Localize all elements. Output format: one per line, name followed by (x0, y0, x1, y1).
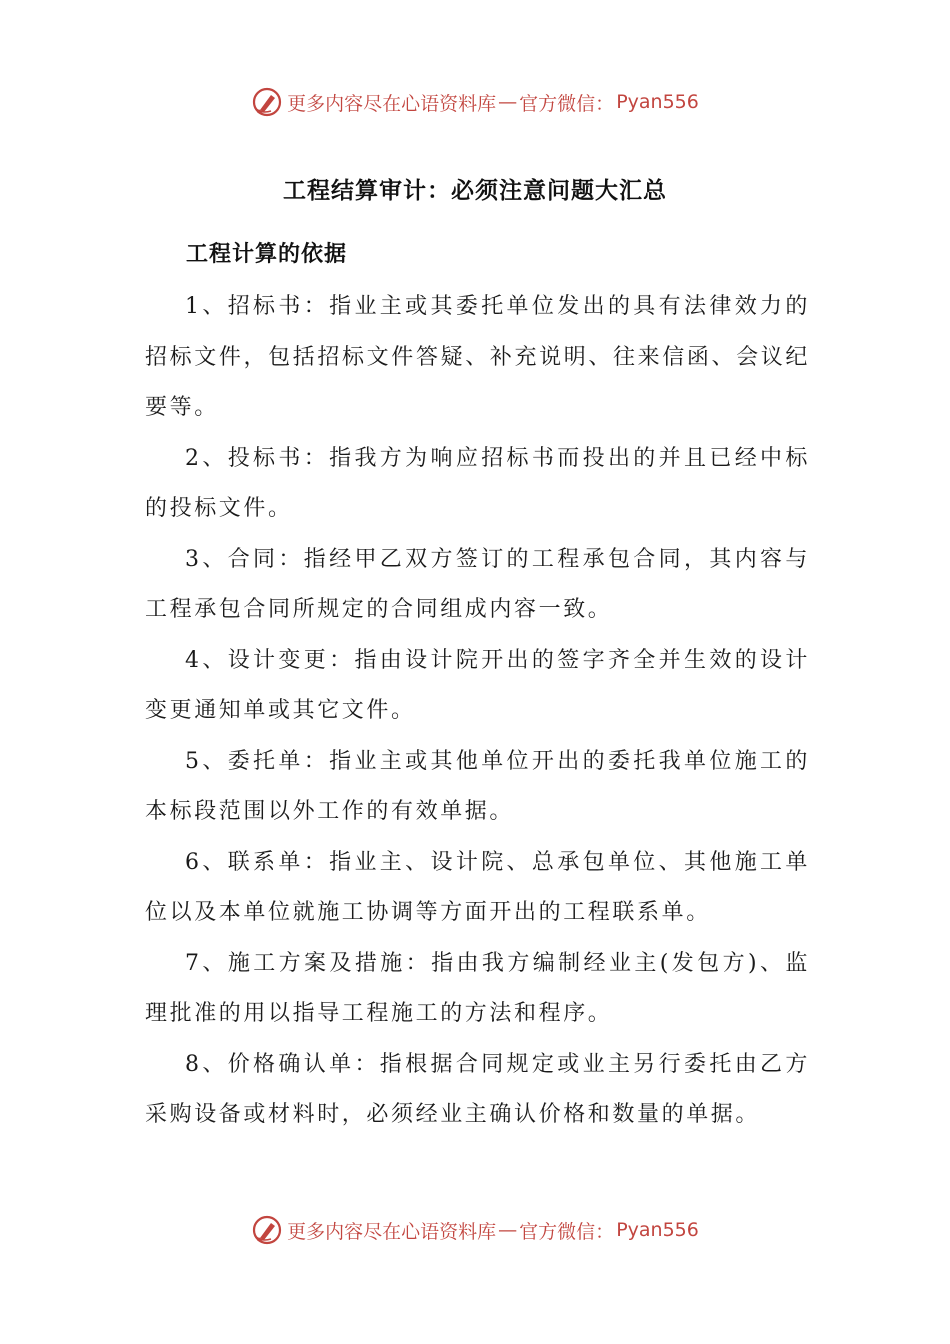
banner-separator: — (498, 91, 518, 113)
banner-separator: — (498, 1219, 518, 1241)
list-item: 2、投标书：指我方为响应招标书而投出的并且已经中标的投标文件。 (145, 445, 810, 521)
list-item: 6、联系单：指业主、设计院、总承包单位、其他施工单位以及本单位就施工协调等方面开出的工程联系单。 (145, 849, 810, 925)
section-heading: 工程计算的依据 (186, 242, 348, 267)
list-item: 8、价格确认单：指根据合同规定或业主另行委托由乙方采购设备或材料时，必须经业主确认价格和数量的单据。 (145, 1051, 810, 1127)
document-body (145, 282, 810, 1141)
list-item: 7、施工方案及措施：指由我方编制经业主(发包方)、监理批准的用以指导工程施工的方法和程序。 (145, 950, 810, 1026)
banner-wechat-id: Pyan556 (616, 91, 699, 113)
quill-pen-logo-icon (251, 86, 283, 118)
banner-wechat-id: Pyan556 (616, 1219, 699, 1241)
banner-lead-text: 更多内容尽在心语资料库 (287, 1220, 497, 1243)
list-item: 5、委托单：指业主或其他单位开出的委托我单位施工的本标段范围以外工作的有效单据。 (145, 748, 810, 824)
header-banner (0, 82, 950, 122)
footer-banner (0, 1210, 950, 1250)
list-item: 3、合同：指经甲乙双方签订的工程承包合同，其内容与工程承包合同所规定的合同组成内容一致。 (145, 546, 810, 622)
list-item: 4、设计变更：指由设计院开出的签字齐全并生效的设计变更通知单或其它文件。 (145, 647, 810, 723)
banner-lead-text: 更多内容尽在心语资料库 (287, 92, 497, 115)
quill-pen-logo-icon (251, 1214, 283, 1246)
banner-official-label: 官方微信： (519, 1220, 615, 1243)
document-title: 工程结算审计：必须注意问题大汇总 (283, 178, 667, 204)
banner-official-label: 官方微信： (519, 92, 615, 115)
list-item: 1、招标书：指业主或其委托单位发出的具有法律效力的招标文件，包括招标文件答疑、补充说明、往来信函、会议纪要等。 (145, 294, 810, 420)
